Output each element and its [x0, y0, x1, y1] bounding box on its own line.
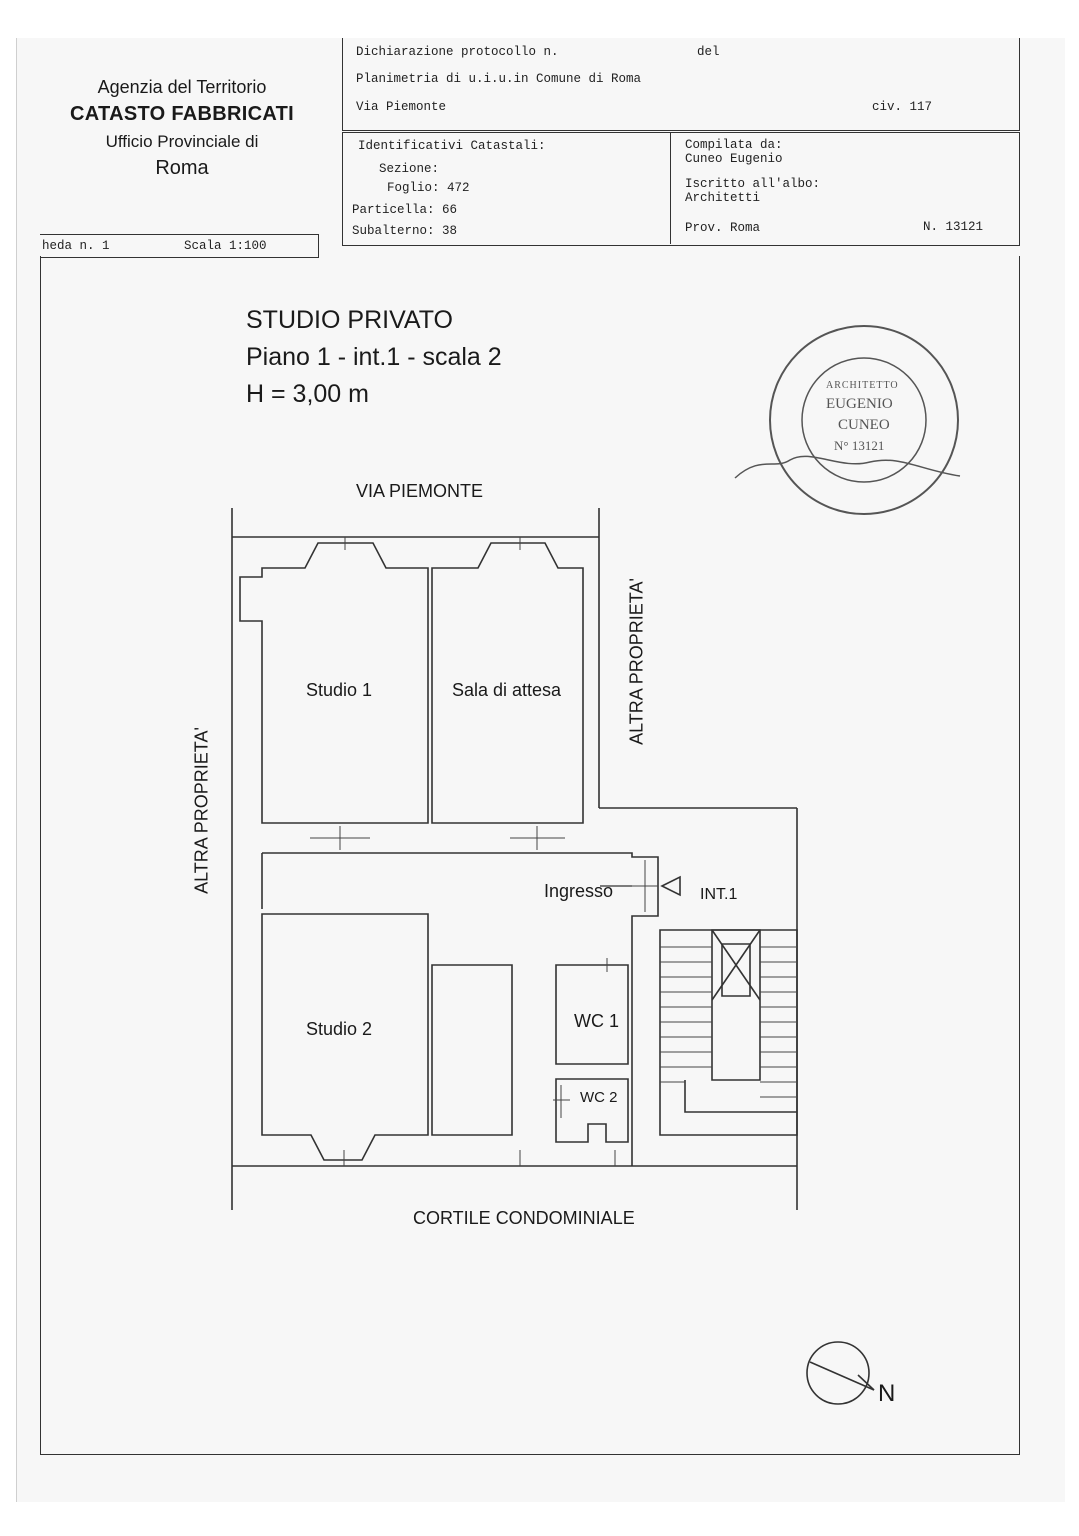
address-street: Via Piemonte [356, 100, 447, 114]
planimetria-label: Planimetria di u.i.u.in Comune di Roma [356, 72, 642, 86]
office-city: Roma [155, 157, 209, 179]
plan-title: STUDIO PRIVATO [246, 306, 453, 334]
office-name: Ufficio Provinciale di [105, 132, 259, 151]
scale-label: Scala 1:100 [184, 239, 267, 253]
stamp-line1: ARCHITETTO [826, 380, 899, 391]
register-label: Iscritto all'albo: [685, 177, 821, 191]
stair-landing [685, 1080, 797, 1112]
middle-room-outline [432, 965, 512, 1135]
compiler-name: Cuneo Eugenio [685, 152, 783, 166]
side-right-label: ALTRA PROPRIETA' [626, 578, 647, 745]
scheda-number: heda n. 1 [42, 239, 110, 253]
protocol-label: Dichiarazione protocollo n. [356, 45, 559, 59]
register-name: Architetti [685, 191, 761, 205]
identifier-particella: Particella: 66 [352, 203, 458, 217]
north-label: N [878, 1380, 896, 1407]
street-top-label: VIA PIEMONTE [356, 481, 484, 501]
identifiers-title: Identificativi Catastali: [358, 139, 546, 153]
register-number: N. 13121 [923, 220, 984, 234]
lift-shaft-outline [712, 930, 760, 1080]
catasto-title: CATASTO FABBRICATI [70, 103, 294, 125]
register-province: Prov. Roma [685, 221, 761, 235]
plan-floor: Piano 1 - int.1 - scala 2 [246, 343, 502, 371]
stamp-line2: EUGENIO [826, 396, 893, 412]
identifier-subalterno: Subalterno: 38 [352, 224, 458, 238]
north-compass [807, 1342, 874, 1404]
unit-int: INT.1 [700, 886, 738, 903]
room-ingresso: Ingresso [544, 881, 614, 901]
agency-name: Agenzia del Territorio [97, 77, 267, 97]
room-wc1: WC 1 [574, 1011, 619, 1031]
room-wc2: WC 2 [580, 1089, 618, 1106]
identifier-sezione: Sezione: [379, 162, 440, 176]
signature-stroke [735, 456, 960, 478]
room-studio2: Studio 2 [306, 1019, 373, 1039]
stairwell-outline [660, 930, 797, 1135]
street-bottom-label: CORTILE CONDOMINIALE [413, 1208, 635, 1228]
room-studio1: Studio 1 [306, 680, 373, 700]
identifier-foglio: Foglio: 472 [387, 181, 470, 195]
protocol-date-label: del [697, 45, 720, 59]
address-civic: civ. 117 [872, 100, 933, 114]
room-sala: Sala di attesa [452, 680, 562, 700]
compiler-label: Compilata da: [685, 138, 783, 152]
plan-height: H = 3,00 m [246, 380, 369, 408]
stamp-line4: N° 13121 [834, 438, 885, 453]
stamp-line3: CUNEO [838, 417, 890, 433]
side-left-label: ALTRA PROPRIETA' [191, 727, 212, 894]
entrance-arrow [662, 877, 680, 895]
